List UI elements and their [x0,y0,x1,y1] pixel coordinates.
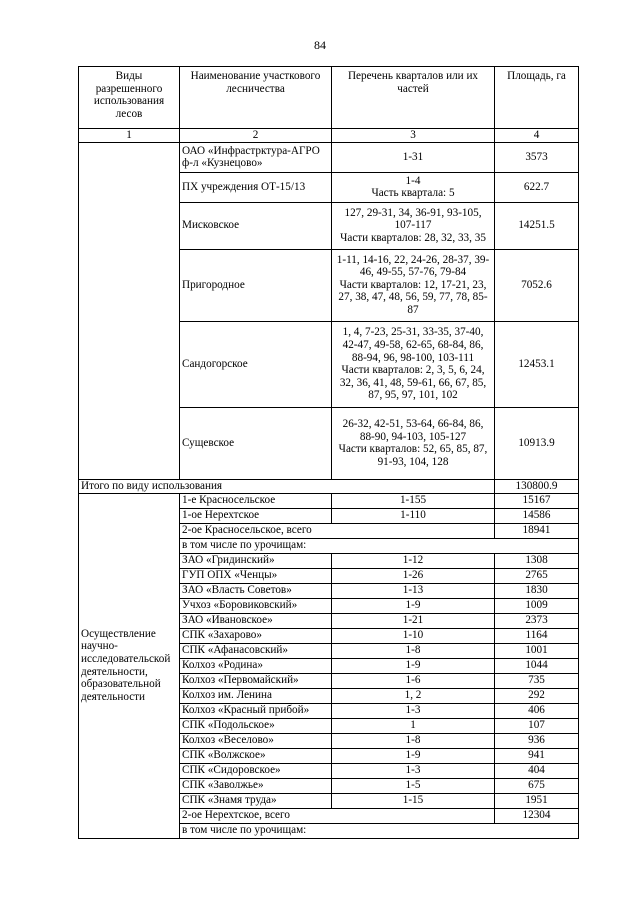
header-area: Площадь, га [495,67,579,129]
area-value: 12304 [495,808,579,823]
quarters-list: 1-155 [332,493,495,508]
district-name: Колхоз «Родина» [180,658,332,673]
area-value: 1044 [495,658,579,673]
quarters-list: 1-3 [332,763,495,778]
area-value: 7052.6 [495,249,579,321]
column-number-row [79,129,579,143]
column-number: 3 [332,129,495,143]
district-name: СПК «Захарово» [180,628,332,643]
area-value: 404 [495,763,579,778]
table-row [79,493,579,508]
area-value: 622.7 [495,172,579,202]
district-name: СПК «Афанасовский» [180,643,332,658]
quarters-list: 1-4 Часть квартала: 5 [332,172,495,202]
total-area: 130800.9 [495,479,579,493]
quarters-list: 1-8 [332,733,495,748]
area-value: 14251.5 [495,202,579,249]
quarters-list: 127, 29-31, 34, 36-91, 93-105, 107-117 Части кварталов: 28, 32, 33, 35 [332,202,495,249]
area-value: 1830 [495,583,579,598]
district-name: СПК «Знамя труда» [180,793,332,808]
area-value: 2765 [495,568,579,583]
use-type-cell [79,142,180,479]
area-value: 107 [495,718,579,733]
quarters-list: 1-6 [332,673,495,688]
header-use-type: Виды разрешенного использования лесов [79,67,180,129]
district-name: Сущевское [180,407,332,479]
quarters-list: 1-10 [332,628,495,643]
table-row [79,142,579,172]
quarters-list: 1-9 [332,598,495,613]
subsection-label: в том числе по урочищам: [180,823,579,838]
column-number: 4 [495,129,579,143]
quarters-list: 26-32, 42-51, 53-64, 66-84, 86, 88-90, 94-103, 105-127 Части кварталов: 52, 65, 85, 87, 91-93, 104, 128 [332,407,495,479]
area-value: 1001 [495,643,579,658]
district-name: ЗАО «Гридинский» [180,553,332,568]
district-name: Колхоз «Веселово» [180,733,332,748]
area-value: 1308 [495,553,579,568]
district-name: Мисковское [180,202,332,249]
district-name: Колхоз им. Ленина [180,688,332,703]
quarters-list: 1-9 [332,658,495,673]
quarters-list: 1-9 [332,748,495,763]
area-value: 1164 [495,628,579,643]
area-value: 936 [495,733,579,748]
district-name: Учхоз «Боровиковский» [180,598,332,613]
district-name: Пригородное [180,249,332,321]
quarters-list: 1-13 [332,583,495,598]
quarters-list: 1-21 [332,613,495,628]
area-value: 941 [495,748,579,763]
header-quarters: Перечень кварталов или их частей [332,67,495,129]
use-type-label: Осуществление научно-исследовательской деятельности, образовательной деятельности [79,493,180,838]
area-value: 10913.9 [495,407,579,479]
area-value: 735 [495,673,579,688]
total-label: Итого по виду использования [79,479,495,493]
area-value: 292 [495,688,579,703]
quarters-list: 1 [332,718,495,733]
district-total-label: 2-ое Красносельское, всего [180,523,495,538]
quarters-list: 1-8 [332,643,495,658]
district-total-label: 2-ое Нерехтское, всего [180,808,495,823]
district-name: ГУП ОПХ «Ченцы» [180,568,332,583]
quarters-list: 1-5 [332,778,495,793]
quarters-list: 1-110 [332,508,495,523]
area-value: 14586 [495,508,579,523]
forest-use-table [78,66,579,839]
quarters-list: 1-31 [332,142,495,172]
district-name: 1-ое Нерехтское [180,508,332,523]
area-value: 406 [495,703,579,718]
area-value: 12453.1 [495,321,579,407]
subsection-label: в том числе по урочищам: [180,538,579,553]
area-value: 3573 [495,142,579,172]
area-value: 675 [495,778,579,793]
quarters-list: 1-3 [332,703,495,718]
area-value: 18941 [495,523,579,538]
header-district: Наименование участкового лесничества [180,67,332,129]
district-name: СПК «Сидоровское» [180,763,332,778]
district-name: Колхоз «Первомайский» [180,673,332,688]
page-number: 84 [314,38,326,52]
quarters-list: 1, 4, 7-23, 25-31, 33-35, 37-40, 42-47, 49-58, 62-65, 68-84, 86, 88-94, 96, 98-100, 103-111 Части кварталов: 2, 3, 5, 6, 24, 32, 36, 41, 48, 59-61, 66, 67, 85, 87, 95, 97, 101, 102 [332,321,495,407]
district-name: ПХ учреждения ОТ-15/13 [180,172,332,202]
district-name: 1-е Красносельское [180,493,332,508]
district-name: ОАО «Инфрастрктура-АГРО ф-л «Кузнецово» [180,142,332,172]
district-name: СПК «Заволжье» [180,778,332,793]
district-name: СПК «Подольское» [180,718,332,733]
header-row [79,67,579,129]
district-name: Колхоз «Красный прибой» [180,703,332,718]
quarters-list: 1-11, 14-16, 22, 24-26, 28-37, 39-46, 49-55, 57-76, 79-84 Части кварталов: 12, 17-21, 23, 27, 38, 47, 48, 56, 59, 77, 78, 85-87 [332,249,495,321]
quarters-list: 1, 2 [332,688,495,703]
area-value: 1951 [495,793,579,808]
column-number: 2 [180,129,332,143]
area-value: 1009 [495,598,579,613]
total-row [79,479,579,493]
quarters-list: 1-26 [332,568,495,583]
area-value: 2373 [495,613,579,628]
quarters-list: 1-12 [332,553,495,568]
district-name: ЗАО «Ивановское» [180,613,332,628]
district-name: СПК «Волжское» [180,748,332,763]
district-name: Сандогорское [180,321,332,407]
district-name: ЗАО «Власть Советов» [180,583,332,598]
quarters-list: 1-15 [332,793,495,808]
area-value: 15167 [495,493,579,508]
column-number: 1 [79,129,180,143]
